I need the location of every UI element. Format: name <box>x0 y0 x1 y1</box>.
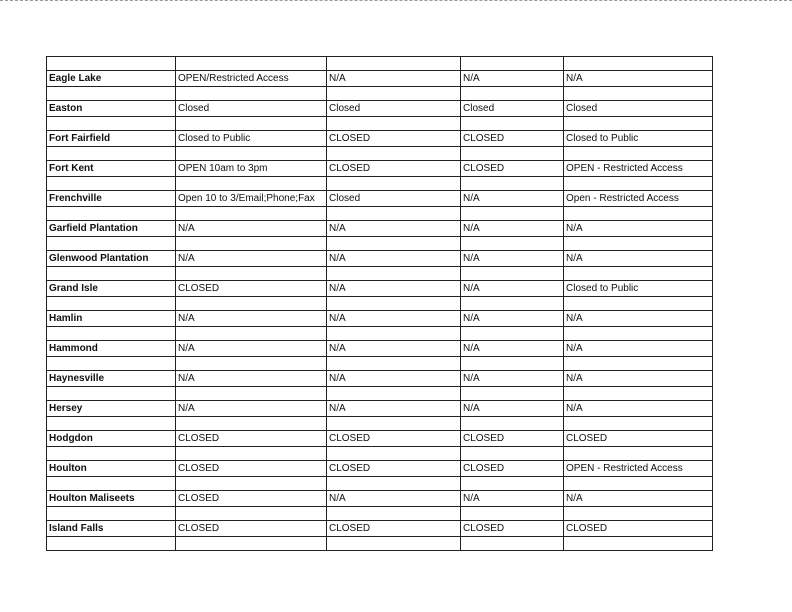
empty-cell <box>47 177 176 191</box>
empty-cell <box>564 147 713 161</box>
empty-cell <box>461 417 564 431</box>
empty-cell <box>176 387 327 401</box>
status-cell: CLOSED <box>176 491 327 507</box>
header-row <box>47 57 713 71</box>
empty-cell <box>47 327 176 341</box>
status-cell: Closed to Public <box>564 131 713 147</box>
empty-cell <box>564 207 713 221</box>
empty-cell <box>327 357 461 371</box>
spacer-row <box>47 417 713 431</box>
status-cell: N/A <box>461 491 564 507</box>
empty-cell <box>327 177 461 191</box>
empty-cell <box>327 207 461 221</box>
empty-cell <box>461 507 564 521</box>
table-row <box>47 281 713 297</box>
status-cell: N/A <box>176 251 327 267</box>
header-cell <box>47 57 176 71</box>
spacer-row <box>47 177 713 191</box>
spacer-row <box>47 297 713 311</box>
empty-cell <box>461 117 564 131</box>
table-row <box>47 341 713 357</box>
empty-cell <box>176 537 327 551</box>
status-cell: N/A <box>461 251 564 267</box>
empty-cell <box>47 207 176 221</box>
town-name-cell: Hersey <box>47 401 176 417</box>
status-cell: N/A <box>461 341 564 357</box>
status-cell: N/A <box>327 251 461 267</box>
header-cell <box>461 57 564 71</box>
empty-cell <box>176 237 327 251</box>
status-cell: OPEN 10am to 3pm <box>176 161 327 177</box>
town-name-cell: Fort Kent <box>47 161 176 177</box>
status-cell: N/A <box>564 71 713 87</box>
header-cell <box>564 57 713 71</box>
empty-cell <box>327 297 461 311</box>
status-cell: CLOSED <box>176 461 327 477</box>
empty-cell <box>327 327 461 341</box>
empty-cell <box>461 297 564 311</box>
empty-cell <box>47 147 176 161</box>
status-cell: CLOSED <box>327 431 461 447</box>
status-cell: N/A <box>564 401 713 417</box>
status-cell: N/A <box>327 491 461 507</box>
status-cell: N/A <box>564 371 713 387</box>
spacer-row <box>47 357 713 371</box>
status-cell: N/A <box>461 311 564 327</box>
empty-cell <box>47 237 176 251</box>
table-body <box>47 57 713 551</box>
status-cell: CLOSED <box>327 521 461 537</box>
status-cell: CLOSED <box>176 431 327 447</box>
empty-cell <box>564 87 713 101</box>
status-cell: Closed <box>327 101 461 117</box>
empty-cell <box>461 177 564 191</box>
status-cell: N/A <box>461 281 564 297</box>
status-cell: N/A <box>327 341 461 357</box>
status-cell: Open - Restricted Access <box>564 191 713 207</box>
empty-cell <box>461 387 564 401</box>
status-cell: OPEN/Restricted Access <box>176 71 327 87</box>
empty-cell <box>176 507 327 521</box>
status-cell: CLOSED <box>564 521 713 537</box>
empty-cell <box>461 447 564 461</box>
status-cell: CLOSED <box>461 521 564 537</box>
status-cell: Closed to Public <box>176 131 327 147</box>
empty-cell <box>327 447 461 461</box>
table-row <box>47 461 713 477</box>
empty-cell <box>327 477 461 491</box>
empty-cell <box>327 507 461 521</box>
table-row <box>47 431 713 447</box>
empty-cell <box>564 477 713 491</box>
empty-cell <box>327 417 461 431</box>
status-cell: N/A <box>564 251 713 267</box>
empty-cell <box>564 237 713 251</box>
empty-cell <box>564 357 713 371</box>
status-cell: Closed to Public <box>564 281 713 297</box>
table-row <box>47 101 713 117</box>
empty-cell <box>327 537 461 551</box>
spacer-row <box>47 387 713 401</box>
table-row <box>47 191 713 207</box>
spacer-row <box>47 537 713 551</box>
empty-cell <box>176 117 327 131</box>
status-cell: Closed <box>327 191 461 207</box>
empty-cell <box>461 237 564 251</box>
empty-cell <box>176 447 327 461</box>
status-cell: N/A <box>461 371 564 387</box>
empty-cell <box>47 447 176 461</box>
status-cell: N/A <box>564 491 713 507</box>
table-row <box>47 251 713 267</box>
town-name-cell: Garfield Plantation <box>47 221 176 237</box>
empty-cell <box>461 537 564 551</box>
empty-cell <box>327 387 461 401</box>
spacer-row <box>47 327 713 341</box>
empty-cell <box>327 267 461 281</box>
status-cell: N/A <box>327 281 461 297</box>
table-row <box>47 161 713 177</box>
table-row <box>47 521 713 537</box>
town-name-cell: Eagle Lake <box>47 71 176 87</box>
empty-cell <box>47 87 176 101</box>
header-cell <box>327 57 461 71</box>
spacer-row <box>47 447 713 461</box>
table-row <box>47 71 713 87</box>
status-cell: CLOSED <box>327 131 461 147</box>
status-cell: CLOSED <box>461 461 564 477</box>
status-cell: Closed <box>564 101 713 117</box>
status-cell: N/A <box>461 401 564 417</box>
empty-cell <box>176 477 327 491</box>
empty-cell <box>564 507 713 521</box>
empty-cell <box>564 447 713 461</box>
town-name-cell: Frenchville <box>47 191 176 207</box>
empty-cell <box>47 507 176 521</box>
status-cell: N/A <box>176 341 327 357</box>
spacer-row <box>47 147 713 161</box>
town-name-cell: Grand Isle <box>47 281 176 297</box>
status-cell: N/A <box>564 221 713 237</box>
status-cell: CLOSED <box>461 431 564 447</box>
status-cell: N/A <box>327 71 461 87</box>
status-cell: CLOSED <box>327 161 461 177</box>
town-name-cell: Hamlin <box>47 311 176 327</box>
empty-cell <box>564 267 713 281</box>
status-cell: N/A <box>461 221 564 237</box>
town-name-cell: Glenwood Plantation <box>47 251 176 267</box>
empty-cell <box>176 327 327 341</box>
empty-cell <box>327 237 461 251</box>
empty-cell <box>47 357 176 371</box>
town-name-cell: Hammond <box>47 341 176 357</box>
empty-cell <box>47 267 176 281</box>
empty-cell <box>47 417 176 431</box>
town-status-table <box>46 56 713 551</box>
spacer-row <box>47 207 713 221</box>
table-row <box>47 221 713 237</box>
empty-cell <box>564 387 713 401</box>
table-row <box>47 371 713 387</box>
empty-cell <box>176 267 327 281</box>
table-row <box>47 311 713 327</box>
town-name-cell: Easton <box>47 101 176 117</box>
town-name-cell: Hodgdon <box>47 431 176 447</box>
empty-cell <box>564 537 713 551</box>
empty-cell <box>564 297 713 311</box>
header-cell <box>176 57 327 71</box>
status-cell: N/A <box>461 191 564 207</box>
status-cell: N/A <box>564 341 713 357</box>
status-cell: N/A <box>327 401 461 417</box>
empty-cell <box>564 327 713 341</box>
empty-cell <box>47 477 176 491</box>
status-cell: N/A <box>327 311 461 327</box>
empty-cell <box>47 537 176 551</box>
town-name-cell: Haynesville <box>47 371 176 387</box>
table-row <box>47 491 713 507</box>
status-cell: CLOSED <box>327 461 461 477</box>
status-cell: N/A <box>327 221 461 237</box>
empty-cell <box>461 477 564 491</box>
status-cell: OPEN - Restricted Access <box>564 461 713 477</box>
empty-cell <box>327 147 461 161</box>
scan-edge <box>0 0 792 3</box>
empty-cell <box>564 117 713 131</box>
empty-cell <box>461 267 564 281</box>
status-cell: N/A <box>461 71 564 87</box>
empty-cell <box>47 387 176 401</box>
empty-cell <box>461 87 564 101</box>
empty-cell <box>461 207 564 221</box>
empty-cell <box>47 297 176 311</box>
empty-cell <box>176 417 327 431</box>
town-name-cell: Island Falls <box>47 521 176 537</box>
spacer-row <box>47 267 713 281</box>
empty-cell <box>461 147 564 161</box>
table-row <box>47 131 713 147</box>
spacer-row <box>47 507 713 521</box>
empty-cell <box>176 87 327 101</box>
empty-cell <box>564 177 713 191</box>
status-cell: Closed <box>176 101 327 117</box>
status-cell: CLOSED <box>564 431 713 447</box>
empty-cell <box>176 207 327 221</box>
status-cell: N/A <box>176 401 327 417</box>
status-cell: CLOSED <box>176 281 327 297</box>
town-name-cell: Houlton Maliseets <box>47 491 176 507</box>
status-cell: N/A <box>176 371 327 387</box>
empty-cell <box>176 177 327 191</box>
town-name-cell: Houlton <box>47 461 176 477</box>
empty-cell <box>461 357 564 371</box>
status-cell: N/A <box>176 311 327 327</box>
spacer-row <box>47 237 713 251</box>
spacer-row <box>47 117 713 131</box>
empty-cell <box>461 327 564 341</box>
empty-cell <box>176 297 327 311</box>
empty-cell <box>176 147 327 161</box>
status-cell: N/A <box>176 221 327 237</box>
status-cell: Closed <box>461 101 564 117</box>
town-name-cell: Fort Fairfield <box>47 131 176 147</box>
status-cell: CLOSED <box>461 131 564 147</box>
empty-cell <box>327 117 461 131</box>
status-cell: CLOSED <box>176 521 327 537</box>
status-cell: N/A <box>564 311 713 327</box>
status-cell: CLOSED <box>461 161 564 177</box>
status-cell: OPEN - Restricted Access <box>564 161 713 177</box>
spacer-row <box>47 477 713 491</box>
empty-cell <box>176 357 327 371</box>
empty-cell <box>47 117 176 131</box>
spacer-row <box>47 87 713 101</box>
empty-cell <box>564 417 713 431</box>
status-cell: N/A <box>327 371 461 387</box>
status-cell: Open 10 to 3/Email;Phone;Fax <box>176 191 327 207</box>
empty-cell <box>327 87 461 101</box>
table-row <box>47 401 713 417</box>
